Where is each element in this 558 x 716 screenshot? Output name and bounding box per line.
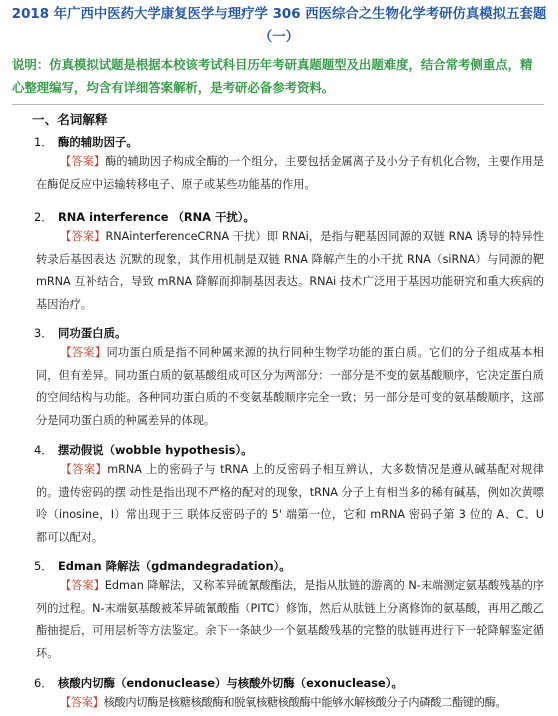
document-title: 2018 年广西中医药大学康复医学与理疗学 306 西医综合之生物化学考研仿真模拟五套题（一） bbox=[11, 7, 547, 45]
question-number: 2． bbox=[34, 210, 53, 224]
answer-block bbox=[36, 459, 544, 549]
question-number: 4． bbox=[34, 443, 53, 457]
answer-block bbox=[36, 226, 544, 316]
question-term bbox=[34, 556, 548, 576]
question-text: RNA interference （RNA 干扰）。 bbox=[58, 210, 255, 224]
answer-block bbox=[36, 692, 554, 715]
answer-tag: 【答案】 bbox=[60, 230, 106, 243]
question-text: 酶的辅助因子。 bbox=[58, 135, 138, 149]
question-text: 核酸内切酶（endonuclease）与核酸外切酶（exonuclease）。 bbox=[58, 676, 403, 690]
answer-block bbox=[36, 575, 544, 665]
answer-tag: 【答案】 bbox=[60, 346, 107, 359]
question-term bbox=[34, 673, 548, 693]
question-text: 摆动假说（wobble hypothesis）。 bbox=[58, 443, 253, 457]
question-number: 1． bbox=[34, 135, 53, 149]
exam-notice: 说明：仿真模拟试题是根据本校该考试科目历年考研真题题型及出题难度，结合常考侧重点，精心整理编写，均含有详细答案解析，是考研必备参考资料。 bbox=[12, 57, 533, 95]
answer-tag: 【答案】 bbox=[60, 579, 105, 592]
question-term bbox=[34, 440, 548, 460]
question-number: 6． bbox=[34, 676, 53, 690]
question-text: Edman 降解法（gdmandegradation）。 bbox=[58, 559, 291, 573]
question-term bbox=[34, 132, 548, 152]
answer-text: mRNA 上的密码子与 tRNA 上的反密码子相互辨认，大多数情况是遵从碱基配对规律的。遗传密码的摆 动性是指出现不严格的配对的现象，tRNA 分子上有相当多的稀有碱基，例如次黄嘌呤（inosine，I）常出现于三 联体反密码子的 5' 端第一位，它和 mRNA 密码子第 3 位的 A、C、U 都可以配对。 bbox=[36, 463, 544, 544]
section-heading: 一、名词解释 bbox=[32, 112, 108, 127]
answer-tag: 【答案】 bbox=[60, 463, 108, 476]
answer-text: Edman 降解法，又称苯异硫氰酸酯法，是指从肽链的游离的 N-末端测定氨基酸残基的序列的过程。N-末端氨基酸被苯异硫氰酸酯（PITC）修饰，然后从肽链上分离修饰的氨基酸，再用乙酸乙酯抽提后，可用层析等方法鉴定。余下一条缺少一个氨基酸残基的完整的肽链再进行下一轮降解鉴定循环。 bbox=[36, 579, 544, 660]
answer-text: 同功蛋白质是指不同种属来源的执行同种生物学功能的蛋白质。它们的分子组成基本相同，但有差异。同功蛋白质的氨基酸组成可区分为两部分：一部分是不变的氨基酸顺序，它决定蛋白质的空间结构与功能。各种同功蛋白质的不变氨基酸顺序完全一致；另一部分是可变的氨基酸顺序，这部分是同功蛋白质的种属差异的体现。 bbox=[36, 346, 544, 427]
answer-tag: 【答案】 bbox=[60, 155, 106, 168]
divider bbox=[12, 104, 544, 105]
question-number: 3． bbox=[34, 326, 53, 340]
question-term bbox=[34, 207, 548, 227]
answer-text: 核酸内切酶是核糖核酸酶和脱氧核糖核酸酶中能够水解核酸分子内磷酸二酯键的酶。 bbox=[103, 696, 507, 709]
answer-block bbox=[36, 151, 544, 196]
question-number: 5． bbox=[34, 559, 53, 573]
question-term bbox=[34, 323, 548, 343]
answer-tag: 【答案】 bbox=[60, 696, 104, 709]
answer-block bbox=[36, 342, 544, 432]
answer-text: RNAinterferenceCRNA 干扰）即 RNAi，是指与靶基因同源的双链 RNA 诱导的特异性转录后基因表达 沉默的现象，其作用机制是双链 RNA 降解产生的小干扰 RNA（siRNA）与同源的靶 mRNA 互补结合，导致 mRNA 降解而抑制基因表达。RNAi 技术广泛用于基因功能研究和重大疾病的基因治疗。 bbox=[36, 230, 544, 311]
answer-text: 酶的辅助因子构成全酶的一个组分，主要包括金属离子及小分子有机化合物，主要作用是在酶促反应中运输转移电子、原子或某些功能基的作用。 bbox=[36, 155, 544, 191]
question-text: 同功蛋白质。 bbox=[58, 326, 127, 340]
